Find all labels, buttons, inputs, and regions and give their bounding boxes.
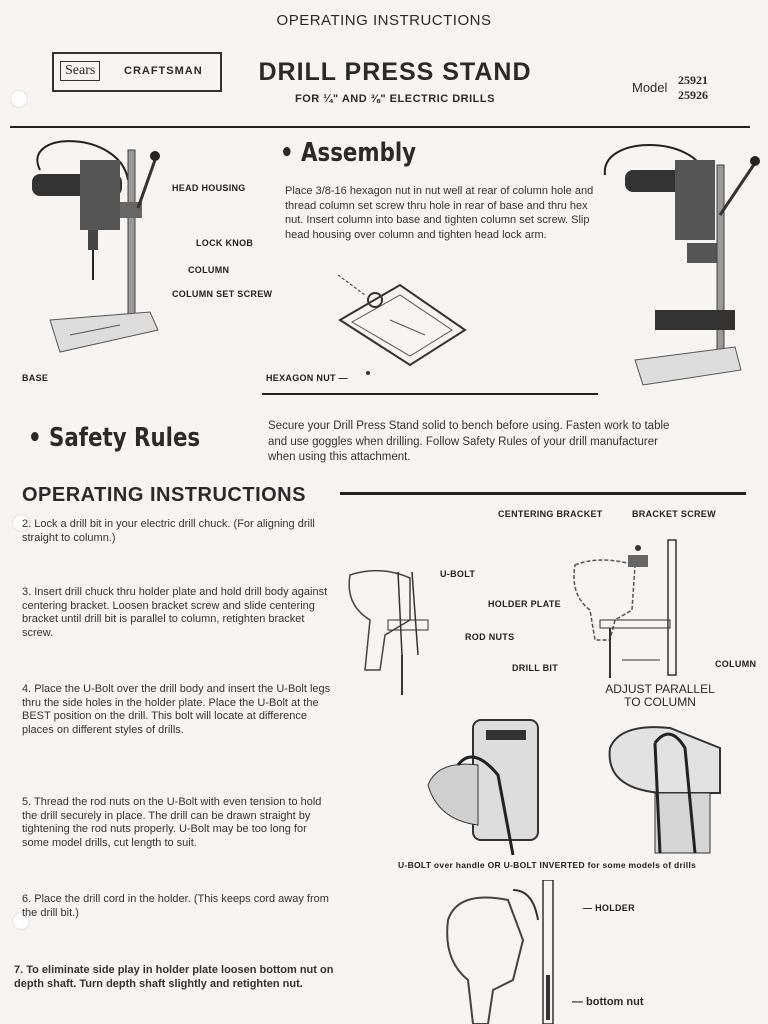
step-3: 3. Insert drill chuck thru holder plate and hold drill body against centering bracket. Loosen bracket screw and slide centering bracket until drill bit is parallel to column, retighten bracket screw.	[22, 586, 328, 639]
drill-bit-label: DRILL BIT	[512, 663, 559, 673]
holder-plate-label: HOLDER PLATE	[488, 599, 561, 609]
column-set-screw-label: COLUMN SET SCREW	[172, 289, 273, 299]
u-bolt-caption: U-BOLT over handle OR U-BOLT INVERTED for some models of drills	[398, 860, 697, 870]
divider	[340, 492, 746, 495]
bracket-screw-label: BRACKET SCREW	[632, 509, 716, 519]
assembly-heading: • Assembly	[280, 138, 417, 168]
operating-heading: OPERATING INSTRUCTIONS	[22, 484, 306, 506]
model-number: 25926	[678, 88, 708, 102]
step-4: 4. Place the U-Bolt over the drill body and insert the U-Bolt legs thru the side holes in the holder plate. Place the U-Bolt at the BEST position on the drill. This bolt will locate at difference places on different styles of drills.	[22, 683, 331, 736]
craftsman-logo: CRAFTSMAN	[124, 65, 203, 77]
model-numbers	[678, 73, 708, 103]
base-label: BASE	[22, 373, 49, 383]
column-label-2: COLUMN	[715, 659, 757, 669]
adjust-parallel-note	[600, 683, 720, 709]
step-6: 6. Place the drill cord in the holder. (This keeps cord away from the drill bit.)	[22, 893, 329, 919]
assembly-text: Place 3/8-16 hexagon nut in nut well at rear of column hole and thread column set screw thru hole in rear of base and thru hex nut. Insert column into base and tighten column set screw. Slip head housing over column and tighten head lock arm.	[285, 185, 594, 241]
centering-bracket-label: CENTERING BRACKET	[498, 509, 603, 519]
divider	[262, 393, 598, 395]
sears-logo: Sears	[60, 61, 100, 81]
holder-illustration	[438, 880, 568, 1024]
hexagon-nut-label: HEXAGON NUT —	[266, 373, 348, 383]
step-7: 7. To eliminate side play in holder plate loosen bottom nut on depth shaft. Turn depth shaft slightly and retighten nut.	[14, 964, 334, 990]
centering-bracket-illustration	[560, 530, 710, 680]
safety-text: Secure your Drill Press Stand solid to bench before using. Fasten work to table and use goggles when drilling. Follow Safety Rules of your drill manufacturer when using this attachment.	[268, 420, 670, 463]
page-subtitle: FOR ¼" AND ⅜" ELECTRIC DRILLS	[295, 93, 495, 105]
rod-nuts-label: ROD NUTS	[465, 632, 515, 642]
punch-hole	[10, 90, 28, 108]
u-bolt-drill-illustration	[340, 560, 450, 700]
to-column-line: TO COLUMN	[624, 695, 696, 709]
step-2: 2. Lock a drill bit in your electric drill chuck. (For aligning drill straight to column.)	[22, 518, 315, 544]
brand-logo	[52, 52, 222, 92]
page-title: DRILL PRESS STAND	[258, 58, 532, 86]
divider	[10, 126, 750, 128]
model-number: 25921	[678, 73, 708, 87]
base-plate-illustration	[330, 270, 480, 380]
holder-label: — HOLDER	[583, 903, 635, 913]
bottom-nut-label: — bottom nut	[572, 996, 644, 1008]
adjust-parallel-line: ADJUST PARALLEL	[605, 682, 715, 696]
safety-heading: • Safety Rules	[28, 423, 201, 453]
drill-stand-assembled-illustration	[595, 135, 765, 390]
column-label: COLUMN	[188, 265, 230, 275]
u-bolt-over-handle-illustration	[418, 715, 558, 860]
step-5: 5. Thread the rod nuts on the U-Bolt with even tension to hold the drill securely in place. The drill can be drawn straight by tightening the rod nuts properly. U-Bolt may be too long for some model drills, cut length to suit.	[22, 796, 322, 849]
u-bolt-inverted-illustration	[600, 718, 725, 858]
head-housing-label: HEAD HOUSING	[172, 183, 246, 193]
drill-stand-illustration	[10, 130, 180, 370]
lock-knob-label: LOCK KNOB	[196, 238, 254, 248]
model-label: Model	[632, 80, 668, 95]
page-header: OPERATING INSTRUCTIONS	[276, 12, 492, 29]
u-bolt-label: U-BOLT	[440, 569, 476, 579]
